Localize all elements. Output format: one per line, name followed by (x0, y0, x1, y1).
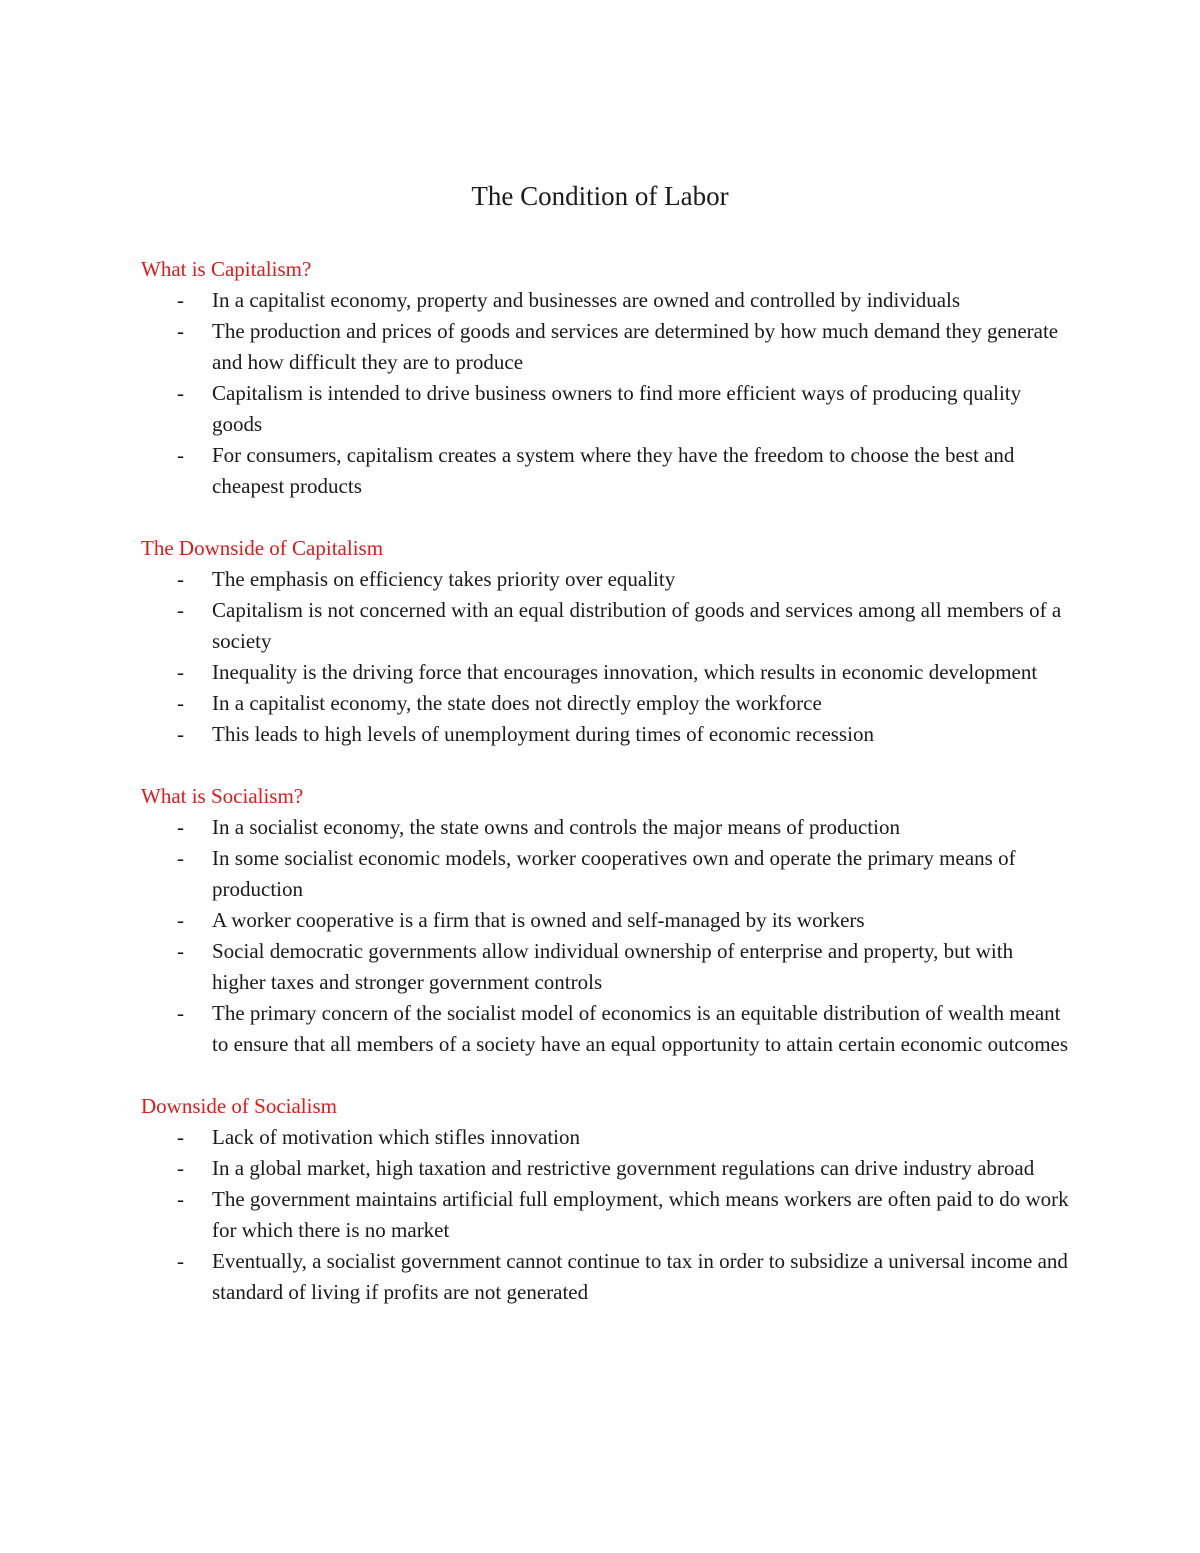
dash-marker: - (177, 691, 184, 715)
document-body (141, 254, 1071, 1339)
section-downside-of-socialism (141, 1091, 1071, 1308)
dash-marker: - (177, 1125, 184, 1149)
list-item-text: The primary concern of the socialist model of economics is an equitable distribution of wealth meant to ensure that all members of a society have an equal opportunity to attain certain economic outcomes (212, 1001, 1069, 1056)
list-item (141, 1122, 1071, 1153)
list-item (141, 316, 1071, 378)
bullet-list (141, 564, 1071, 750)
dash-marker: - (177, 1001, 184, 1025)
dash-marker: - (177, 722, 184, 746)
list-item (141, 657, 1071, 688)
list-item (141, 595, 1071, 657)
dash-marker: - (177, 908, 184, 932)
list-item (141, 998, 1071, 1060)
list-item (141, 905, 1071, 936)
list-item (141, 564, 1071, 595)
dash-marker: - (177, 381, 184, 405)
section-heading: What is Socialism? (141, 784, 304, 808)
list-item-text: For consumers, capitalism creates a system where they have the freedom to choose the best and cheapest products (212, 443, 1015, 498)
section-what-is-capitalism (141, 254, 1071, 502)
dash-marker: - (177, 443, 184, 467)
list-item (141, 1153, 1071, 1184)
list-item (141, 1184, 1071, 1246)
list-item-text: Social democratic governments allow individual ownership of enterprise and property, but with higher taxes and stronger government controls (212, 939, 1014, 994)
list-item-text: Capitalism is not concerned with an equal distribution of goods and services among all members of a society (212, 598, 1062, 653)
list-item-text: The production and prices of goods and services are determined by how much demand they generate and how difficult they are to produce (212, 319, 1059, 374)
section-downside-of-capitalism (141, 533, 1071, 750)
dash-marker: - (177, 846, 184, 870)
dash-marker: - (177, 598, 184, 622)
list-item-text: The government maintains artificial full employment, which means workers are often paid to do work for which there is no market (212, 1187, 1069, 1242)
list-item (141, 285, 1071, 316)
list-item-text: In some socialist economic models, worker cooperatives own and operate the primary means of production (212, 846, 1016, 901)
dash-marker: - (177, 660, 184, 684)
page-title: The Condition of Labor (471, 181, 729, 211)
list-item-text: A worker cooperative is a firm that is owned and self-managed by its workers (212, 908, 865, 932)
list-item (141, 936, 1071, 998)
list-item (141, 378, 1071, 440)
dash-marker: - (177, 1156, 184, 1180)
dash-marker: - (177, 1187, 184, 1211)
bullet-list (141, 285, 1071, 502)
list-item-text: In a capitalist economy, the state does not directly employ the workforce (212, 691, 822, 715)
list-item (141, 812, 1071, 843)
list-item (141, 688, 1071, 719)
list-item-text: In a global market, high taxation and restrictive government regulations can drive industry abroad (212, 1156, 1035, 1180)
section-heading: The Downside of Capitalism (141, 536, 384, 560)
list-item-text: The emphasis on efficiency takes priority over equality (212, 567, 676, 591)
list-item-text: Lack of motivation which stifles innovation (212, 1125, 581, 1149)
list-item (141, 440, 1071, 502)
dash-marker: - (177, 288, 184, 312)
section-heading: What is Capitalism? (141, 257, 312, 281)
dash-marker: - (177, 815, 184, 839)
dash-marker: - (177, 939, 184, 963)
list-item-text: This leads to high levels of unemployment during times of economic recession (212, 722, 874, 746)
dash-marker: - (177, 567, 184, 591)
section-heading: Downside of Socialism (141, 1094, 337, 1118)
list-item (141, 719, 1071, 750)
list-item-text: Eventually, a socialist government cannot continue to tax in order to subsidize a universal income and standard of living if profits are not generated (212, 1249, 1068, 1304)
dash-marker: - (177, 319, 184, 343)
list-item-text: In a socialist economy, the state owns and controls the major means of production (212, 815, 900, 839)
dash-marker: - (177, 1249, 184, 1273)
list-item (141, 1246, 1071, 1308)
list-item-text: Inequality is the driving force that encourages innovation, which results in economic development (212, 660, 1038, 684)
bullet-list (141, 1122, 1071, 1308)
list-item (141, 843, 1071, 905)
bullet-list (141, 812, 1071, 1060)
list-item-text: In a capitalist economy, property and businesses are owned and controlled by individuals (212, 288, 961, 312)
list-item-text: Capitalism is intended to drive business owners to find more efficient ways of producing quality goods (212, 381, 1022, 436)
section-what-is-socialism (141, 781, 1071, 1060)
